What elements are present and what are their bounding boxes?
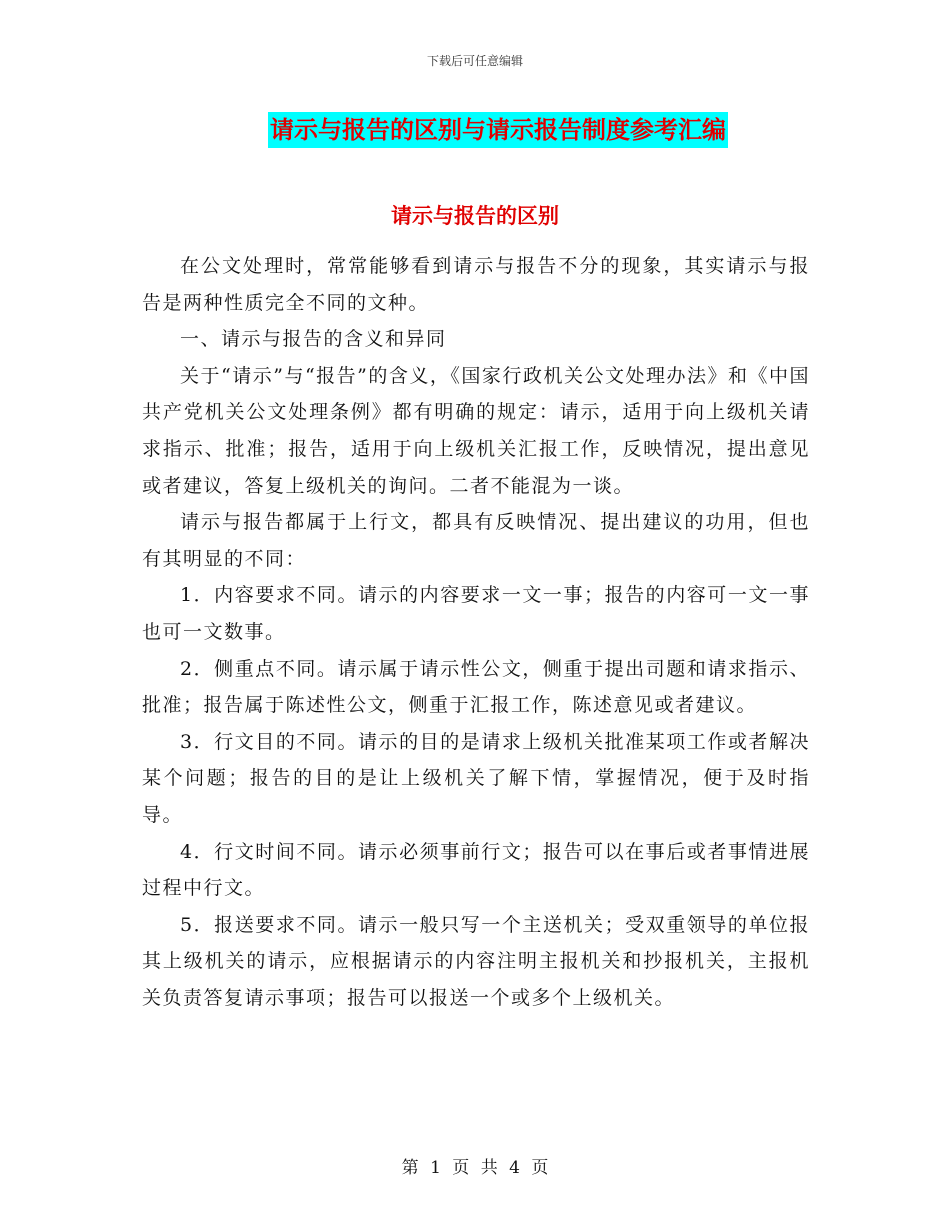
paragraph: 在公文处理时，常常能够看到请示与报告不分的现象，其实请示与报告是两种性质完全不同的文种。 xyxy=(142,255,810,314)
paragraph: 请示与报告都属于上行文，都具有反映情况、提出建议的功用，但也有其明显的不同： xyxy=(142,511,810,570)
section-title: 请示与报告的区别 xyxy=(391,203,559,228)
paragraph: 2．侧重点不同。请示属于请示性公文，侧重于提出司题和请求指示、批准；报告属于陈述性公文，侧重于汇报工作，陈述意见或者建议。 xyxy=(142,657,810,717)
paragraph: 4．行文时间不同。请示必须事前行文；报告可以在事后或者事情进展过程中行文。 xyxy=(142,840,810,900)
page-footer: 第 1 页 共 4 页 xyxy=(401,1158,549,1178)
paragraph: 1．内容要求不同。请示的内容要求一文一事；报告的内容可一文一事也可一文数事。 xyxy=(142,584,810,643)
paragraph: 关于“请示”与“报告”的含义，《国家行政机关公文处理办法》和《中国共产党机关公文处理条例》都有明确的规定：请示，适用于向上级机关请求指示、批准；报告，适用于向上级机关汇报工作，反映情况，提出意见或者建议，答复上级机关的询问。二者不能混为一谈。 xyxy=(142,364,810,497)
paragraph: 3．行文目的不同。请示的目的是请求上级机关批准某项工作或者解决某个问题；报告的目的是让上级机关了解下情，掌握情况，便于及时指导。 xyxy=(142,730,810,826)
title-container xyxy=(0,112,950,148)
paragraph: 一、请示与报告的含义和异同 xyxy=(180,328,447,351)
paragraph: 5．报送要求不同。请示一般只写一个主送机关；受双重领导的单位报其上级机关的请示，应根据请示的内容注明主报机关和抄报机关，主报机关负责答复请示事项；报告可以报送一个或多个上级机关。 xyxy=(142,913,810,1009)
document-title: 请示与报告的区别与请示报告制度参考汇编 xyxy=(268,112,728,148)
document-body xyxy=(142,248,810,1016)
header-note: 下载后可任意编辑 xyxy=(426,54,523,68)
